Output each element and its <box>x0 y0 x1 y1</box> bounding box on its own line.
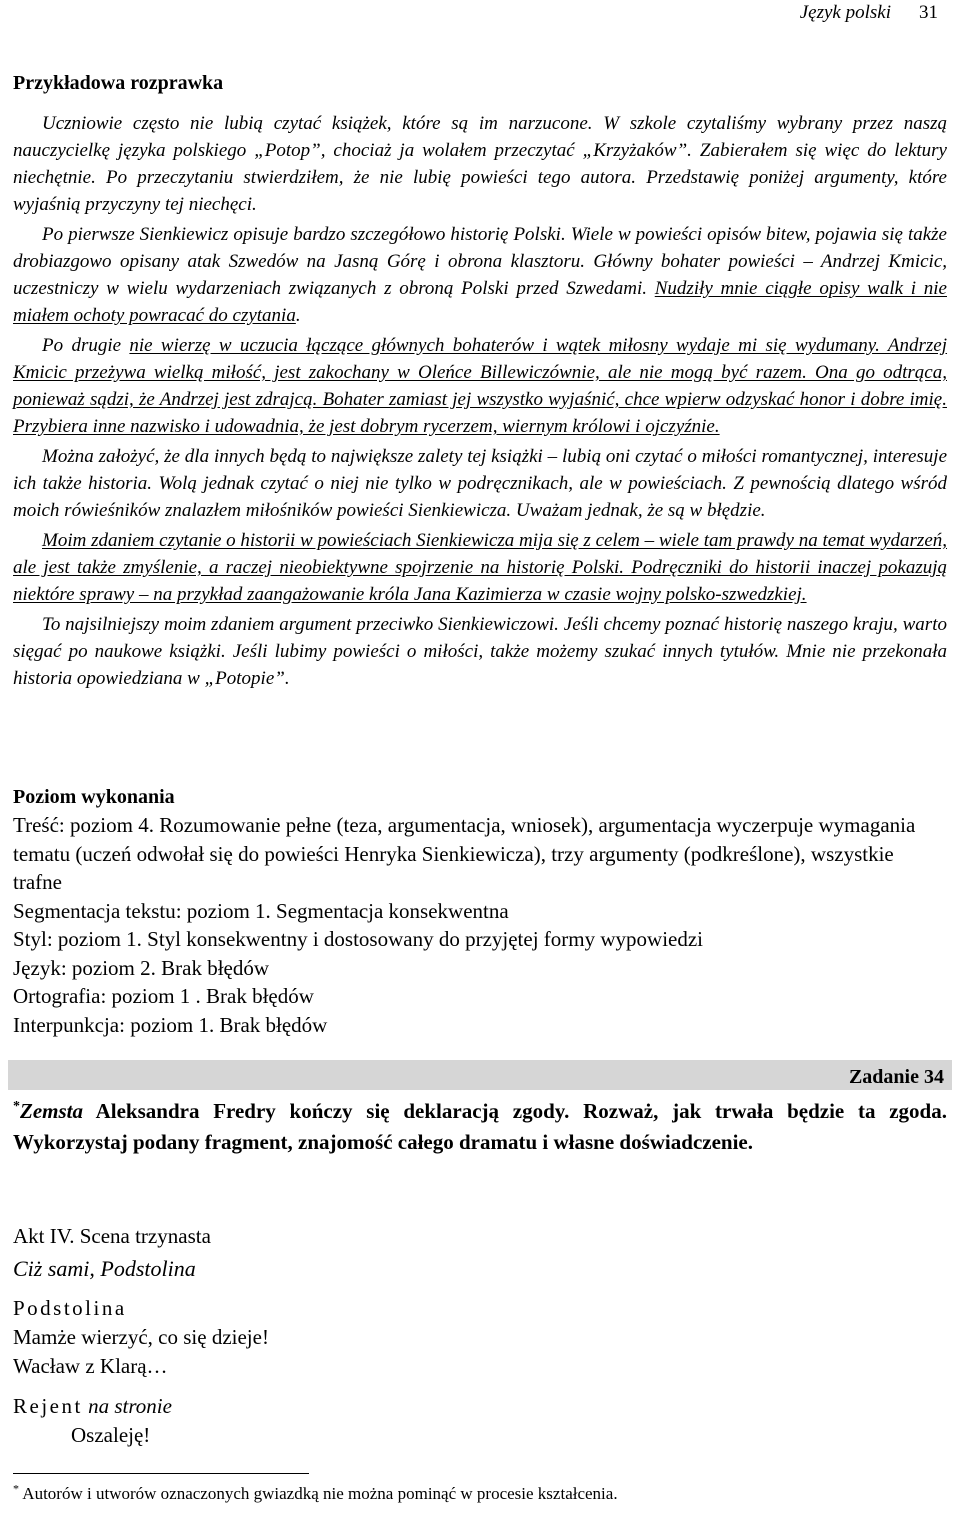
essay-paragraph-4: Można założyć, że dla innych będą to największe zalety tej książki – lubią oni czytać o miłości romantycznej, interesuje ich także historia. Wolą jednak czytać o niej nie tylko w podręcznikach, ale w powieściach. Z pewnością dlatego wśród moich rówieśników znalazłem miłośników powieści Sienkiewicza. Uważam jednak, że są w błędzie. <box>13 446 947 521</box>
assessment-heading: Poziom wykonania <box>13 786 175 808</box>
essay-body <box>13 110 947 692</box>
running-header <box>800 2 938 24</box>
assessment-list <box>13 811 947 1039</box>
argument-1-underlined: Nudziły mnie ciągłe opisy walk i nie miałem ochoty powracać do czytania <box>13 278 947 326</box>
asterisk-mark: * <box>13 1099 20 1114</box>
running-title: Język polski <box>799 2 891 23</box>
footnote <box>13 1481 618 1504</box>
argument-2-underlined: nie wierzę w uczucia łączące głównych bohaterów i wątek miłosny wydaje mi się wydumany. Andrzej Kmicic przeżywa wielką miłość, jest zakochany w Oleńce Billewiczównie, ale nie mogą być razem. Ona go odtrąca, ponieważ sądzi, że Andrzej jest zdrajcą. Bohater zamiast jej wszystko wyjaśnić, chce wpierw odzyskać honor i dobre imię. Przybiera inne nazwisko i udowadnia, że jest dobrym rycerzem, wiernym królowi i ojczyźnie. <box>13 335 948 437</box>
dialogue-line-1: Mamże wierzyć, co się dzieje! <box>13 1325 269 1349</box>
act-scene: Akt IV. Scena trzynasta <box>13 1224 211 1248</box>
essay-paragraph-2 <box>13 221 947 329</box>
task-question <box>13 1096 947 1157</box>
essay-paragraph-2-end: . <box>295 305 301 326</box>
task-band <box>8 1060 952 1090</box>
footnote-text: Autorów i utworów oznaczonych gwiazdką nie można pominąć w procesie kształcenia. <box>19 1484 618 1503</box>
assessment-orthography: Ortografia: poziom 1 . Brak błędów <box>13 984 314 1008</box>
work-title: Zemsta <box>20 1099 83 1123</box>
essay-paragraph-3 <box>13 332 947 440</box>
speaker-podstolina: Podstolina <box>13 1296 127 1320</box>
assessment-segmentation: Segmentacja tekstu: poziom 1. Segmentacja konsekwentna <box>13 898 509 923</box>
page-number: 31 <box>919 2 938 23</box>
speaker-rejent: Rejent <box>13 1394 83 1418</box>
footnote-divider <box>13 1473 309 1474</box>
assessment-language: Język: poziom 2. Brak błędów <box>13 955 270 980</box>
essay-heading: Przykładowa rozprawka <box>13 72 224 94</box>
aside-direction: na stronie <box>88 1394 172 1418</box>
argument-3-underlined: Moim zdaniem czytanie o historii w powieściach Sienkiewicza mija się z celem – wiele tam prawdy na temat wydarzeń, ale jest także zmyślenie, a raczej nieobiektywne spojrzenie na historię Polski. Podręczniki do historii inaczej pokazują niektóre sprawy – na przykład zaangażowanie króla Jana Kazimierza w czasie wojny polsko-szwedzkiej. <box>13 530 948 605</box>
speaker-rejent-line <box>13 1394 172 1419</box>
essay-paragraph-5 <box>13 527 947 608</box>
essay-paragraph-6: To najsilniejszy moim zdaniem argument przeciwko Sienkiewiczowi. Jeśli chcemy poznać historię naszego kraju, warto sięgać po naukowe książki. Jeśli lubimy powieści o miłości, także możemy szukać innych tytułów. Mnie nie przekonała historia opowiedziana w „Potopie”. <box>13 614 947 689</box>
task-question-text: Aleksandra Fredry kończy się deklaracją zgody. Rozważ, jak trwała będzie ta zgoda. Wykorzystaj podany fragment, znajomość całego dramatu i własne doświadczenie. <box>13 1099 947 1154</box>
task-label: Zadanie 34 <box>848 1066 944 1088</box>
stage-direction: Ciż sami, Podstolina <box>13 1256 196 1281</box>
essay-paragraph-2-text: Po pierwsze Sienkiewicz opisuje bardzo szczegółowo historię Polski. Wiele w powieści opisów bitew, pojawia się także drobiazgowo opisany atak Szwedów na Jasną Górę i obrona klasztoru. Główny bohater powieści – Andrzej Kmicic, uczestniczy w wielu wydarzeniach związanych z obroną Polski przed Szwedami. <box>13 224 947 299</box>
essay-paragraph-1: Uczniowie często nie lubią czytać książek, które są im narzucone. W szkole czytaliśmy wybrany przez naszą nauczycielkę języka polskiego „Potop”, chociaż ja wolałem przeczytać „Krzyżaków”. Zabierałem się więc do lektury niechętnie. Po przeczytaniu stwierdziłem, że nie lubię powieści tego autora. Przedstawię poniżej argumenty, które wyjaśnią przyczyny tej niechęci. <box>13 113 947 215</box>
assessment-content: Treść: poziom 4. Rozumowanie pełne (teza, argumentacja, wniosek), argumentacja wyczerpuje wymagania tematu (uczeń odwołał się do powieści Henryka Sienkiewicza), trzy argumenty (podkreślone), wszystkie trafne <box>13 813 916 894</box>
assessment-punctuation: Interpunkcja: poziom 1. Brak błędów <box>13 1012 328 1037</box>
footnote-asterisk: * <box>13 1481 19 1496</box>
dialogue-line-3: Oszaleję! <box>71 1423 151 1447</box>
assessment-style: Styl: poziom 1. Styl konsekwentny i dostosowany do przyjętej formy wypowiedzi <box>13 927 704 951</box>
essay-paragraph-3-text: Po drugie <box>42 335 130 356</box>
dialogue-line-2: Wacław z Klarą… <box>13 1354 168 1378</box>
